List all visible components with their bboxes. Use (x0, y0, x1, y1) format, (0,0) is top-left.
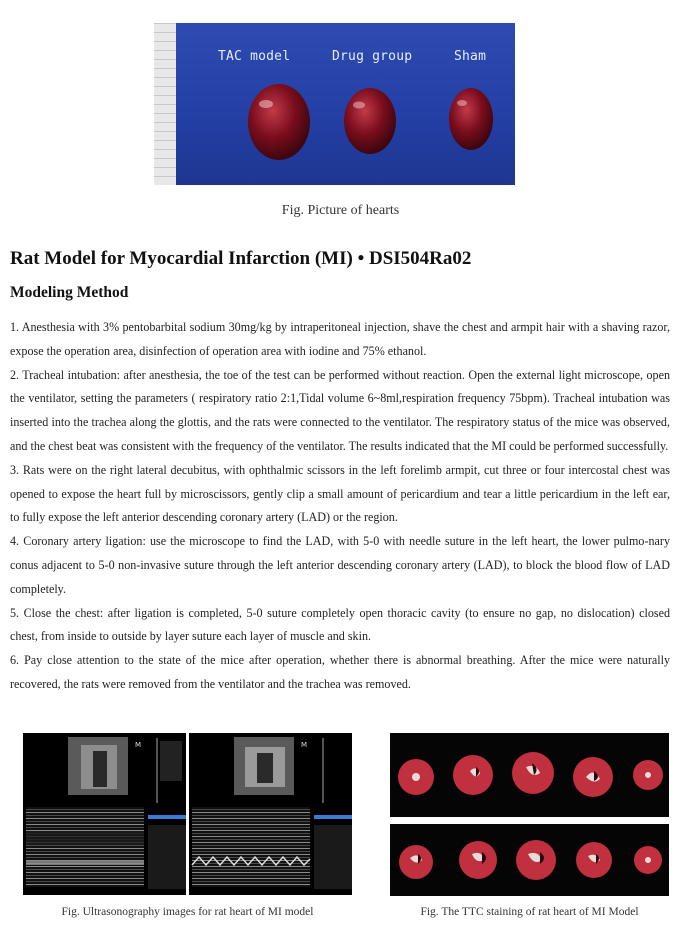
ttc-image-top (390, 733, 669, 817)
photo-ruler (154, 23, 176, 185)
ultrasound-marker-left: M (135, 741, 142, 749)
ultrasound-image-right (189, 733, 352, 895)
step-3: 3. Rats were on the right lateral decubitus, with ophthalmic scissors in the left forelimb armpit, cut three or four intercostal chest was opened to expose the heart full by microscissors, gently clip a small amount of pericardium and tear a little pericardium in the left ear, to fully expose the left anterior descending coronary artery (LAD) or the region. (10, 462, 670, 525)
section-heading: Modeling Method (10, 284, 129, 301)
step-4: 4. Coronary artery ligation: use the microscope to find the LAD, with 5-0 with needle suture in the left heart, the lower pulmo-nary conus adjacent to 5-0 non-invasive suture through the left anterior descending coronary artery (LAD), to block the blood flow of LAD completely. (10, 534, 670, 596)
step-2: 2. Tracheal intubation: after anesthesia, the toe of the test can be performed without reaction. Open the external light microscope, open the ventilator, setting the parameters ( respiratory ratio 2:1,Tidal volume 6~8ml,respiration frequency 75bpm). Tracheal intubation was inserted into the trachea along the glottis, and the rats were connected to the ventilator. The respiratory status of the mice was observed, and the chest beat was consistent with the frequency of the ventilator. The results indicated that the MI could be performed successfully. (10, 367, 670, 453)
method-steps (10, 316, 670, 697)
ttc-image-bottom (390, 824, 669, 896)
step-6: 6. Pay close attention to the state of the mice after operation, whether there is abnormal breathing. After the mice were naturally recovered, the rats were removed from the ventilator and the trachea was removed. (10, 653, 670, 691)
page-title: Rat Model for Myocardial Infarction (MI) • DSI504Ra02 (10, 248, 472, 269)
label-drug-group: Drug group (332, 49, 413, 64)
ttc-caption: Fig. The TTC staining of rat heart of MI Model (420, 906, 639, 918)
step-1: 1. Anesthesia with 3% pentobarbital sodium 30mg/kg by intraperitoneal injection, shave the chest and armpit hair with a shaving razor, expose the operation area, disinfection of operation area with iodine and 75% ethanol. (10, 320, 670, 358)
heart-drug (340, 81, 400, 161)
ultrasound-caption: Fig. Ultrasonography images for rat heart of MI model (61, 906, 314, 918)
label-tac-model: TAC model (218, 49, 291, 64)
hearts-caption: Fig. Picture of hearts (281, 203, 400, 218)
step-5: 5. Close the chest: after ligation is completed, 5-0 suture completely open thoracic cavity (to ensure no gap, no dislocation) closed chest, from inside to outside by layer suture each layer of muscle and skin. (10, 605, 670, 644)
label-sham: Sham (454, 49, 487, 64)
heart-tac (244, 78, 314, 168)
heart-sham (445, 81, 497, 157)
ultrasound-image-left (23, 733, 186, 895)
ultrasound-marker-right: M (301, 741, 308, 749)
hearts-photo (154, 23, 515, 185)
